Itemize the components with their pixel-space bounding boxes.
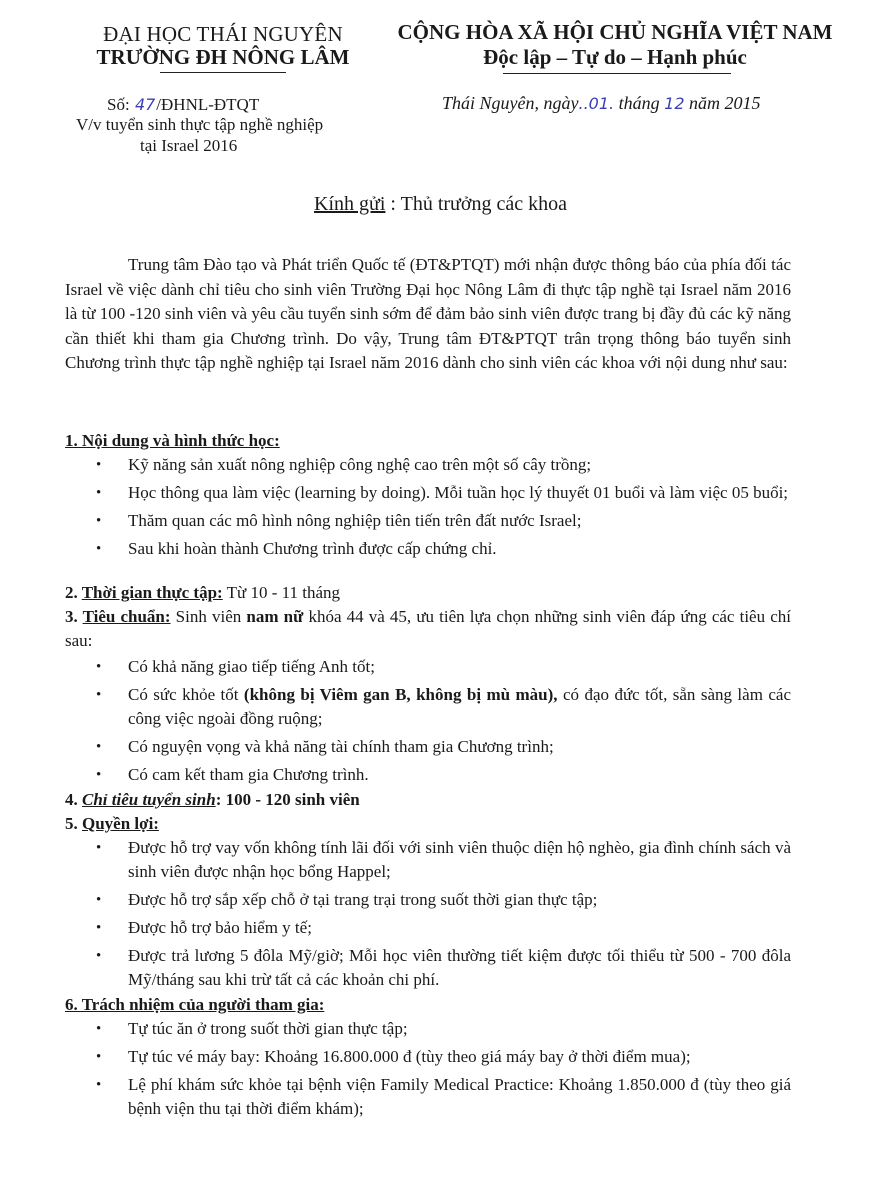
list-item: • Thăm quan các mô hình nông nghiệp tiên tiến trên đất nước Israel; [96, 509, 791, 533]
subject-line-2: tại Israel 2016 [140, 136, 238, 155]
date-year: năm 2015 [689, 93, 761, 113]
addressee [0, 193, 881, 216]
section-2-text: Từ 10 - 11 tháng [222, 583, 341, 602]
section-3-number: 3. [65, 607, 83, 626]
intro-paragraph [65, 253, 791, 376]
list-item: • Được hỗ trợ sắp xếp chỗ ở tại trang trại trong suốt thời gian thực tập; [96, 888, 791, 912]
section-5-heading [65, 812, 159, 836]
list-item: • Lệ phí khám sức khỏe tại bệnh viện Family Medical Practice: Khoảng 1.850.000 đ (tùy theo giá bệnh viện thu tại thời điểm khám); [96, 1073, 791, 1121]
addressee-label: Kính gửi [314, 193, 386, 215]
section-3-title: Tiêu chuẩn: [82, 607, 171, 626]
document-number-suffix: /ĐHNL-ĐTQT [156, 95, 260, 114]
issue-date [442, 93, 761, 114]
section-3-list [96, 655, 791, 787]
section-3-gender: nam nữ [246, 607, 304, 626]
document-number-handwritten: 47 [134, 95, 156, 114]
document-number [107, 95, 259, 115]
list-item: • Có khả năng giao tiếp tiếng Anh tốt; [96, 655, 791, 679]
date-month-label: tháng [618, 93, 660, 113]
section-6-title: 6. Trách nhiệm của người tham gia: [65, 995, 325, 1014]
section-2-title: Thời gian thực tập: [81, 583, 223, 602]
section-4-number: 4. [65, 790, 82, 809]
addressee-recipient: : Thủ trưởng các khoa [385, 193, 567, 215]
list-item: • Được hỗ trợ bảo hiểm y tế; [96, 916, 791, 940]
section-2 [65, 581, 340, 605]
intro-text: Trung tâm Đào tạo và Phát triển Quốc tế (ĐT&PTQT) mới nhận được thông báo của phía đối tác Israel về việc dành chỉ tiêu cho sinh viên Trường Đại học Nông Lâm đi thực tập nghề tại Israel năm 2016 là từ 100 -120 sinh viên và yêu cầu tuyển sinh sớm để đảm bảo sinh viên được trang bị đầy đủ các kỹ năng cần thiết khi tham gia Chương trình. Do vậy, Trung tâm ĐT&PTQT trân trọng thông báo tuyển sinh Chương trình thực tập nghề nghiệp tại Israel năm 2016 dành cho sinh viên các khoa với nội dung như sau: [65, 255, 791, 373]
subject-line-1: V/v tuyển sinh thực tập nghề nghiệp [76, 115, 324, 134]
list-item: • Tự túc vé máy bay: Khoảng 16.800.000 đ (tùy theo giá máy bay ở thời điểm mua); [96, 1045, 791, 1069]
header-left-underline [160, 72, 286, 73]
section-3-text: Sinh viên [170, 607, 247, 626]
section-3 [65, 605, 791, 653]
list-item: • Có cam kết tham gia Chương trình. [96, 763, 791, 787]
national-motto: Độc lập – Tự do – Hạnh phúc [483, 45, 747, 69]
list-item: • Kỹ năng sản xuất nông nghiệp công nghệ cao trên một số cây trồng; [96, 453, 791, 477]
section-4 [65, 788, 360, 812]
section-4-title: Chỉ tiêu tuyển sinh [82, 790, 216, 809]
list-item: • Tự túc ăn ở trong suốt thời gian thực tập; [96, 1017, 791, 1041]
section-1-title: 1. Nội dung và hình thức học: [65, 431, 280, 450]
section-2-number: 2. [65, 583, 82, 602]
health-text: Có sức khỏe tốt [128, 685, 244, 704]
section-5-number: 5. [65, 814, 82, 833]
list-item: • Học thông qua làm việc (learning by doing). Mỗi tuần học lý thuyết 01 buổi và làm việc 05 buổi; [96, 481, 791, 505]
document-number-prefix: Số: [107, 95, 134, 114]
section-5-title: Quyền lợi: [82, 814, 159, 833]
list-item: • Có nguyện vọng và khả năng tài chính tham gia Chương trình; [96, 735, 791, 759]
date-month-handwritten: 12 [664, 94, 685, 113]
list-item-health [96, 683, 791, 731]
date-day-handwritten: ..01. [578, 94, 615, 113]
list-item: • Sau khi hoàn thành Chương trình được cấp chứng chỉ. [96, 537, 791, 561]
parent-organization: ĐẠI HỌC THÁI NGUYÊN [103, 22, 343, 46]
section-5-list [96, 836, 791, 992]
section-6-heading [65, 993, 324, 1017]
issuing-organization: TRƯỜNG ĐH NÔNG LÂM [96, 45, 350, 69]
section-3-text-cont: khóa 44 và 45, ưu tiên lựa chọn những sinh viên đáp ứng các tiêu chí sau: [65, 607, 791, 650]
section-1-heading [65, 429, 280, 453]
section-4-text: : 100 - 120 sinh viên [215, 790, 360, 809]
health-conditions: (không bị Viêm gan B, không bị mù màu), [243, 685, 558, 704]
list-item: • Được trả lương 5 đôla Mỹ/giờ; Mỗi học viên thường tiết kiệm được tối thiểu từ 500 - 700 đôla Mỹ/tháng sau khi trừ tất cả các khoản chi phí. [96, 944, 791, 992]
section-1-list [96, 453, 791, 561]
list-item: • Được hỗ trợ vay vốn không tính lãi đối với sinh viên thuộc diện hộ nghèo, gia đình chính sách và sinh viên được nhận học bổng Happel; [96, 836, 791, 884]
section-6-list [96, 1017, 791, 1121]
date-prefix: Thái Nguyên, ngày [442, 93, 579, 113]
health-text-cont: có đạo đức tốt, sẵn sàng làm các công việc ngoài đồng ruộng; [128, 685, 791, 728]
header-right-underline [503, 73, 731, 74]
national-title: CỘNG HÒA XÃ HỘI CHỦ NGHĨA VIỆT NAM [397, 20, 833, 44]
